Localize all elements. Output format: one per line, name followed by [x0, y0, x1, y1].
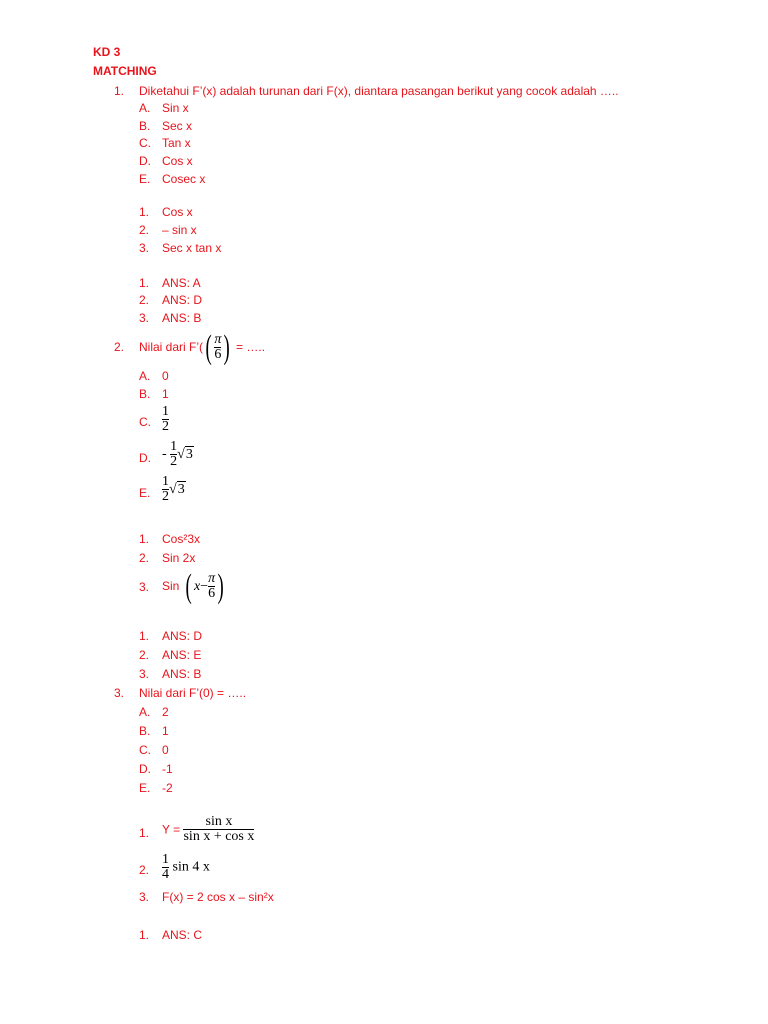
option-label: D.: [139, 451, 151, 465]
fraction: [162, 853, 169, 882]
answer-text: ANS: C: [162, 928, 203, 942]
y-equals: Y =: [162, 822, 181, 837]
option-text: -1: [162, 762, 173, 776]
right-paren: ): [223, 328, 231, 366]
question-2-number: 2.: [114, 340, 125, 354]
option-text: Tan x: [162, 136, 191, 150]
fraction-denominator: 6: [214, 347, 222, 363]
option-label: A.: [139, 101, 151, 115]
question-2-text: [139, 327, 265, 367]
option-d-expression: [162, 440, 194, 469]
question-3-number: 3.: [114, 686, 125, 700]
item-text: Cos x: [162, 205, 193, 219]
left-paren: (: [205, 328, 212, 366]
option-label: A.: [139, 705, 151, 719]
pi-over-6-fraction: [214, 333, 221, 362]
minus-sign: -: [162, 446, 167, 462]
answer-text: ANS: D: [162, 629, 203, 643]
question-1-text: Diketahui F’(x) adalah turunan dari F(x), diantara pasangan berikut yang cocok adalah …..: [139, 84, 619, 98]
question-3-text: Nilai dari F’(0) = …..: [139, 686, 247, 700]
fraction-denominator: 6: [208, 586, 216, 602]
fraction-numerator: sin x: [205, 814, 233, 829]
fraction-denominator: 2: [162, 419, 169, 434]
option-text: 0: [162, 369, 169, 383]
item-label: 2.: [139, 223, 150, 237]
answer-text: ANS: B: [162, 311, 202, 325]
item-text: Sin 2x: [162, 551, 196, 565]
option-label: D.: [139, 154, 151, 168]
item-2-expression: [162, 853, 210, 882]
item-label: 3.: [139, 580, 150, 594]
answer-label: 3.: [139, 667, 150, 681]
right-paren: ): [217, 567, 224, 605]
item-text: F(x) = 2 cos x – sin²x: [162, 890, 274, 904]
item-label: 1.: [139, 532, 150, 546]
answer-label: 3.: [139, 311, 150, 325]
fraction-denominator: 2: [170, 454, 178, 469]
fraction-numerator: 1: [162, 404, 169, 419]
fraction: [162, 405, 169, 434]
answer-text: ANS: A: [162, 276, 201, 290]
option-text: Cos x: [162, 154, 193, 168]
answer-text: ANS: B: [162, 667, 202, 681]
fraction-denominator: 2: [162, 489, 169, 504]
option-label: D.: [139, 762, 151, 776]
option-label: C.: [139, 415, 151, 429]
item-label: 2.: [139, 863, 150, 877]
minus-sign: −: [200, 578, 209, 594]
fraction-numerator: 1: [162, 474, 169, 489]
question-2-suffix: = …..: [236, 340, 266, 354]
answer-label: 1.: [139, 276, 150, 290]
fraction-denominator: sin x + cos x: [183, 829, 255, 844]
square-root: √3: [169, 481, 185, 497]
sin-4x: sin 4 x: [172, 859, 210, 875]
option-label: E.: [139, 486, 151, 500]
option-text: -2: [162, 781, 173, 795]
option-c-fraction: [162, 405, 169, 434]
option-label: B.: [139, 724, 151, 738]
option-text: 0: [162, 743, 169, 757]
item-label: 1.: [139, 205, 150, 219]
radicand: 3: [185, 446, 193, 462]
variable-x: x: [194, 578, 201, 594]
answer-text: ANS: E: [162, 648, 202, 662]
left-paren: (: [185, 567, 192, 605]
item-label: 1.: [139, 826, 150, 840]
sin-label: Sin: [162, 579, 180, 593]
answer-label: 1.: [139, 629, 150, 643]
fraction-numerator: π: [214, 332, 222, 348]
fraction-numerator: 1: [162, 852, 169, 867]
answer-label: 2.: [139, 293, 150, 307]
option-label: B.: [139, 387, 151, 401]
pi-over-6-fraction: [208, 572, 215, 601]
item-label: 3.: [139, 890, 150, 904]
option-text: Sec x: [162, 119, 193, 133]
option-text: Cosec x: [162, 172, 206, 186]
fraction-numerator: 1: [170, 439, 178, 454]
item-text: Cos²3x: [162, 532, 201, 546]
fraction-denominator: 4: [162, 867, 169, 882]
kd-heading: KD 3: [93, 45, 121, 59]
option-label: E.: [139, 172, 151, 186]
item-1-expression: [162, 815, 254, 844]
radicand: 3: [177, 481, 185, 497]
option-text: Sin x: [162, 101, 189, 115]
question-2-prefix: Nilai dari F’(: [139, 340, 204, 354]
option-text: 2: [162, 705, 169, 719]
item-text: – sin x: [162, 223, 197, 237]
answer-label: 2.: [139, 648, 150, 662]
fraction: [170, 440, 177, 469]
question-1-number: 1.: [114, 84, 125, 98]
fraction: [183, 815, 254, 844]
section-heading: MATCHING: [93, 64, 157, 78]
option-label: B.: [139, 119, 151, 133]
option-label: C.: [139, 743, 151, 757]
item-3-expression: [162, 566, 226, 607]
item-label: 2.: [139, 551, 150, 565]
item-label: 3.: [139, 241, 150, 255]
fraction: [162, 475, 169, 504]
option-text: 1: [162, 387, 169, 401]
option-e-expression: [162, 475, 186, 504]
option-label: A.: [139, 369, 151, 383]
option-label: E.: [139, 781, 151, 795]
option-text: 1: [162, 724, 169, 738]
answer-label: 1.: [139, 928, 150, 942]
fraction-numerator: π: [208, 571, 216, 587]
option-label: C.: [139, 136, 151, 150]
answer-text: ANS: D: [162, 293, 203, 307]
square-root: √3: [177, 446, 193, 462]
item-text: Sec x tan x: [162, 241, 222, 255]
